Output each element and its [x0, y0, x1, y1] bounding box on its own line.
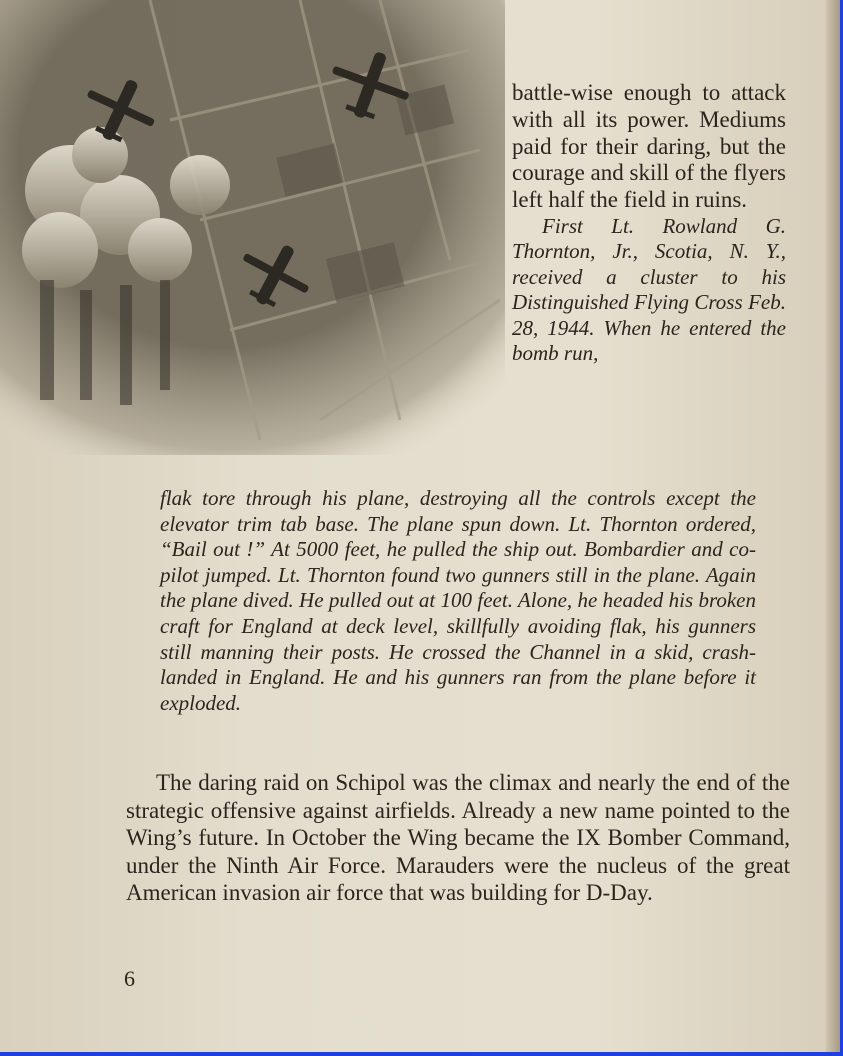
italic-account-start: [512, 214, 786, 366]
aerial-bombing-photo: [0, 0, 505, 455]
italic-account-continued: flak tore through his plane, destroying all the controls except the elevator trim tab base. The plane spun down. Lt. Thornton ordered, “Bail out !” At 5000 feet, he pulled the ship out. Bombardier and co-pilot jumped. Lt. Thornton found two gunners still in the plane. Again the plane dived. He pulled out at 100 feet. Alone, he headed his broken craft for England at deck level, skillfully avoiding flak, his gunners still manning their posts. He crossed the Channel in a skid, crash-landed in England. He and his gunners ran from the plane before it exploded.: [160, 486, 756, 715]
italic-account-start-text: First Lt. Rowland G. Thornton, Jr., Scotia, N. Y., received a cluster to his Distinguished Flying Cross Feb. 28, 1944. When he entered the bomb run,: [512, 213, 786, 366]
page-number: 6: [124, 966, 135, 991]
body-paragraph: The daring raid on Schipol was the climax and nearly the end of the strategic offensive against airfields. Already a new name pointed to the Wing’s future. In October the Wing became the IX Bomber Command, under the Ninth Air Force. Marauders were the nucleus of the great American invasion air force that was building for D-Day.: [126, 770, 790, 906]
page-gutter: [826, 0, 840, 1052]
right-text-column: [512, 80, 786, 366]
continuing-paragraph: battle-wise enough to attack with all its power. Mediums paid for their daring, but the courage and skill of the flyers left half the field in ruins.: [512, 80, 786, 213]
